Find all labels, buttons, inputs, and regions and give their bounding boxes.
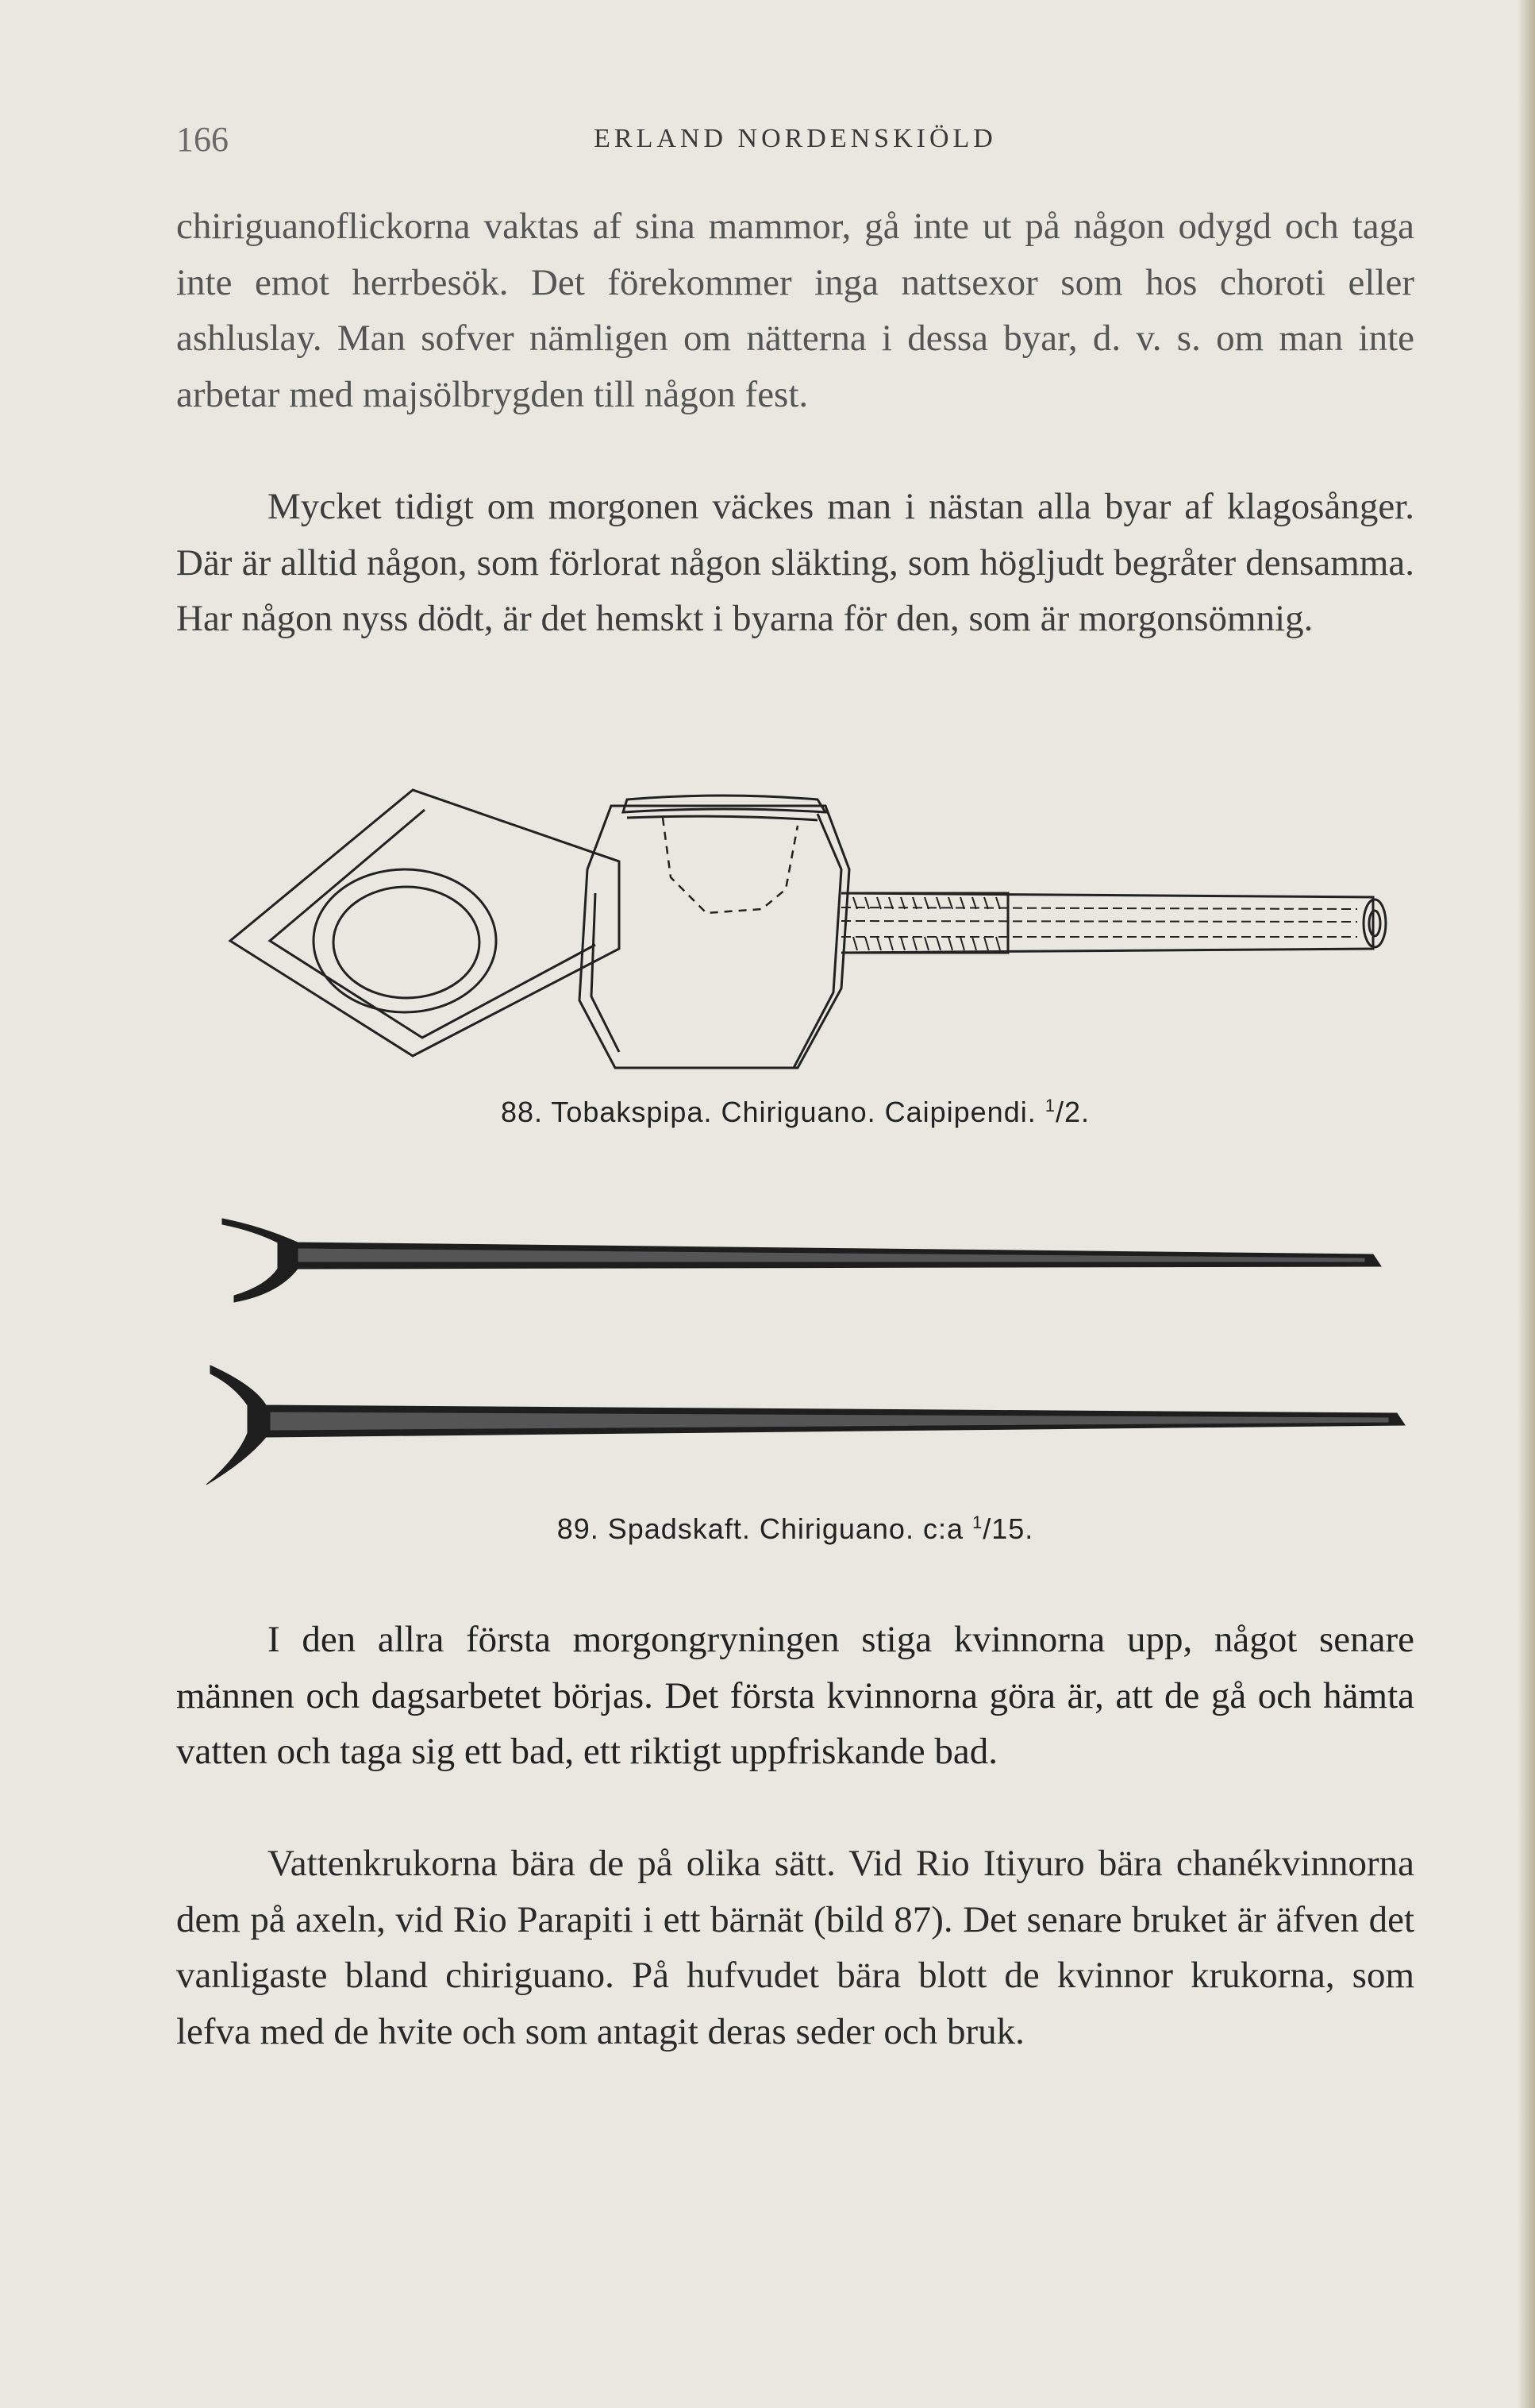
page-header [176, 119, 1414, 167]
page-edge-shadow [1518, 0, 1535, 2408]
paragraph-4: Vattenkrukorna bära de på olika sätt. Vid Rio Itiyuro bära chanékvinnorna dem på axeln, vid Rio Parapiti i ett bärnät (bild 87). Det senare bruket är äfven det vanligaste bland chiriguano. På hufvudet bära blott de kvinnor krukorna, som lefva med de hvite och som antagit deras seder och bruk. [176, 1843, 1414, 2052]
figure-89-caption [176, 1512, 1414, 1546]
spade-handle-illustration [198, 1207, 1421, 1508]
running-head: ERLAND NORDENSKIÖLD [594, 124, 997, 153]
figure-89-caption-text: 89. Spadskaft. Chiriguano. c:a [556, 1512, 964, 1545]
figure-88-caption [176, 1096, 1414, 1129]
figure-89-scale-numerator: 1 [972, 1512, 983, 1532]
figure-88-scale: $^1$/2. [1044, 1096, 1091, 1128]
figure-88-scale-denominator: 2. [1064, 1096, 1091, 1128]
page-number: 166 [176, 120, 229, 159]
figure-88-scale-numerator: 1 [1044, 1096, 1056, 1115]
paragraph-1: chiriguanoflickorna vaktas af sina mammor, gå inte ut på någon odygd och taga inte emot herrbesök. Det förekommer inga nattsexor som hos choroti eller ashluslay. Man sofver nämligen om nätterna i dessa byar, d. v. s. om man inte arbetar med majsölbrygden till någon fest. [176, 206, 1414, 415]
figure-89-scale: $^1$/15. [972, 1512, 1034, 1545]
figure-89-scale-denominator: 15. [991, 1512, 1034, 1545]
paragraph-3: I den allra första morgongryningen stiga kvinnorna upp, något senare männen och dagsarbetet börjas. Det första kvinnorna göra är, att de gå och hämta vatten och taga sig ett bad, ett riktigt uppfriskande bad. [176, 1619, 1414, 1772]
pipe-illustration [214, 782, 1405, 1076]
paragraph-2: Mycket tidigt om morgonen väckes man i nästan alla byar af klagosånger. Där är alltid någon, som förlorat någon släkting, som högljudt begråter densamma. Har någon nyss dödt, är det hemskt i byarna för den, som är morgonsömnig. [176, 486, 1414, 639]
figure-88-caption-text: 88. Tobakspipa. Chiriguano. Caipipendi. [500, 1096, 1037, 1128]
